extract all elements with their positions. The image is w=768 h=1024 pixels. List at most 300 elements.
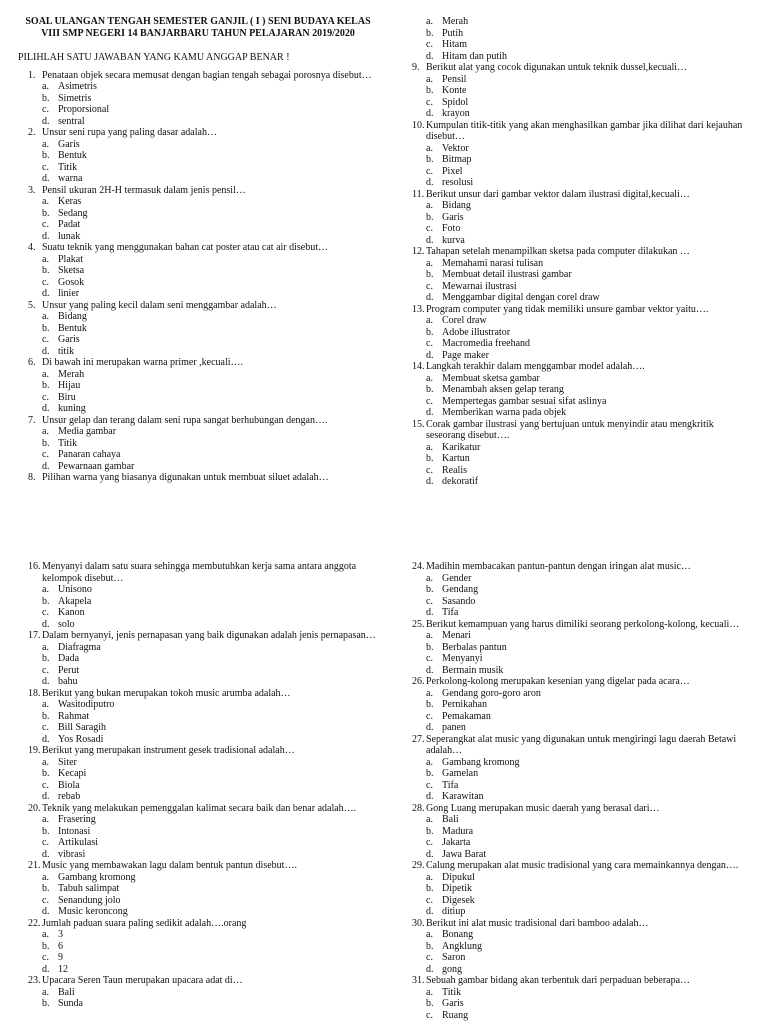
- answer-options: [402, 258, 752, 304]
- question-text: [402, 975, 752, 987]
- option-letter: a.: [42, 81, 49, 92]
- option-letter: c.: [42, 607, 49, 618]
- answer-options: [402, 929, 752, 975]
- answer-option: [18, 814, 378, 826]
- option-text: Padat: [58, 219, 81, 230]
- option-letter: a.: [426, 16, 433, 27]
- option-letter: d.: [426, 349, 434, 361]
- option-letter: d.: [426, 234, 434, 246]
- answer-option: [402, 607, 752, 619]
- answer-option: [18, 872, 378, 884]
- option-letter: a.: [42, 196, 49, 207]
- option-text: Biru: [58, 391, 76, 403]
- question-text: [18, 860, 378, 872]
- option-text: Bitmap: [442, 154, 472, 165]
- question-text: [18, 630, 378, 642]
- option-letter: b.: [426, 384, 434, 395]
- answer-options: [18, 139, 378, 185]
- option-text: ditiup: [442, 906, 466, 917]
- option-text: Tabuh salimpat: [58, 883, 120, 894]
- answer-options: [402, 373, 752, 419]
- option-letter: c.: [426, 837, 433, 848]
- option-letter: a.: [426, 572, 433, 584]
- question-text: [18, 185, 378, 197]
- option-letter: b.: [42, 380, 50, 391]
- option-letter: b.: [42, 883, 50, 894]
- option-letter: c.: [42, 104, 49, 115]
- question-item: [402, 62, 752, 120]
- question-item: [402, 189, 752, 247]
- answer-option: [402, 85, 752, 97]
- question-text: [402, 62, 752, 74]
- option-letter: c.: [426, 595, 433, 607]
- option-text: Simetris: [58, 92, 92, 104]
- option-text: Perut: [58, 664, 80, 676]
- option-text: Tifa: [442, 607, 459, 618]
- option-letter: c.: [42, 837, 49, 848]
- answer-options: [402, 814, 752, 860]
- option-letter: b.: [426, 584, 434, 595]
- option-text: Gambang kromong: [442, 756, 520, 768]
- question-prompt: Tahapan setelah menampilkan sketsa pada computer dilakukan …: [426, 246, 690, 257]
- answer-option: [18, 231, 378, 243]
- option-text: Gambang kromong: [58, 871, 136, 883]
- answer-option: [402, 39, 752, 51]
- question-text: [402, 803, 752, 815]
- option-text: Berbalas pantun: [442, 641, 507, 653]
- question-item: [18, 300, 378, 358]
- question-item: [18, 357, 378, 415]
- question-item: [402, 803, 752, 861]
- option-letter: b.: [42, 322, 50, 334]
- option-letter: d.: [42, 906, 50, 917]
- option-letter: a.: [42, 986, 49, 998]
- option-letter: b.: [426, 883, 434, 894]
- answer-options: [402, 143, 752, 189]
- option-text: 6: [58, 940, 63, 952]
- option-text: vibrasi: [58, 848, 86, 860]
- option-letter: b.: [426, 453, 434, 464]
- answer-option: [402, 212, 752, 224]
- answer-option: [18, 438, 378, 450]
- answer-options: [18, 872, 378, 918]
- question-list: [402, 561, 752, 1021]
- option-text: Titik: [58, 161, 78, 173]
- option-text: Realis: [442, 464, 467, 476]
- option-letter: a.: [42, 584, 49, 595]
- answer-option: [18, 116, 378, 128]
- option-letter: a.: [426, 986, 433, 998]
- answer-option: [18, 952, 378, 964]
- option-letter: b.: [426, 154, 434, 165]
- option-text: Hitam: [442, 39, 467, 50]
- question-item: [18, 561, 378, 630]
- question-prompt: Upacara Seren Taun merupakan upacara adat di…: [42, 975, 243, 986]
- answer-option: [402, 166, 752, 178]
- option-text: Artikulasi: [58, 837, 98, 848]
- option-letter: c.: [426, 223, 433, 234]
- answer-option: [18, 219, 378, 231]
- question-item: [18, 918, 378, 976]
- option-letter: a.: [426, 257, 433, 269]
- question-prompt: Corak gambar ilustrasi yang bertujuan untuk menyindir atau mengkritik seseorang disebut….: [426, 418, 714, 441]
- option-letter: d.: [42, 288, 50, 299]
- question-text: [402, 361, 752, 373]
- option-letter: c.: [426, 165, 433, 177]
- option-letter: c.: [42, 664, 49, 676]
- question-text: [18, 300, 378, 312]
- option-text: Asimetris: [58, 81, 97, 92]
- question-item: [402, 860, 752, 918]
- question-prompt: Berikut kemampuan yang harus dimiliki seorang perkolong-kolong, kecuali…: [426, 618, 740, 630]
- option-text: Unisono: [58, 584, 92, 595]
- question-prompt: Kumpulan titik-titik yang akan menghasilkan gambar jika dilihat dari kejauhan disebut…: [426, 119, 743, 142]
- answer-option: [402, 1010, 752, 1022]
- question-prompt: Berikut yang merupakan instrument gesek tradisional adalah…: [42, 745, 295, 756]
- option-letter: a.: [42, 138, 49, 150]
- option-text: Bidang: [442, 200, 471, 211]
- option-letter: b.: [42, 710, 50, 722]
- option-letter: a.: [426, 441, 433, 453]
- option-text: Bidang: [58, 311, 87, 322]
- option-text: Pemakaman: [442, 710, 491, 722]
- exam-title-line-2: VIII SMP NEGERI 14 BANJARBARU TAHUN PELAJARAN 2019/2020: [41, 28, 355, 39]
- question-text: [18, 242, 378, 254]
- option-letter: b.: [42, 653, 50, 664]
- answer-option: [18, 449, 378, 461]
- option-text: Konte: [442, 85, 467, 96]
- option-letter: b.: [42, 940, 50, 952]
- answer-option: [402, 883, 752, 895]
- answer-option: [402, 108, 752, 120]
- answer-option: [402, 849, 752, 861]
- question-prompt: Di bawah ini merupakan warna primer ,kecuali….: [42, 357, 244, 368]
- answer-option: [402, 327, 752, 339]
- answer-options: [18, 369, 378, 415]
- option-text: Tifa: [442, 779, 459, 791]
- option-letter: b.: [426, 85, 434, 96]
- question-text: [402, 419, 752, 442]
- answer-options: [402, 16, 752, 62]
- answer-option: [402, 699, 752, 711]
- question-text: [18, 803, 378, 815]
- answer-option: [18, 757, 378, 769]
- option-text: Frasering: [58, 814, 96, 825]
- option-text: krayon: [442, 108, 470, 119]
- option-text: warna: [58, 173, 83, 184]
- answer-option: [18, 895, 378, 907]
- answer-option: [18, 849, 378, 861]
- question-prompt: Dalam bernyanyi, jenis pernapasan yang baik digunakan adalah jenis pernapasan…: [42, 630, 376, 641]
- option-letter: d.: [426, 292, 434, 303]
- option-text: sentral: [58, 115, 85, 127]
- answer-options: [402, 200, 752, 246]
- question-prompt: Seperangkat alat music yang digunakan untuk mengiringi lagu daerah Betawi adalah…: [426, 733, 737, 756]
- question-prompt: Berikut alat yang cocok digunakan untuk teknik dussel,kecuali…: [426, 62, 688, 73]
- question-item: [18, 630, 378, 688]
- answer-option: [402, 258, 752, 270]
- answer-option: [18, 196, 378, 208]
- answer-option: [18, 173, 378, 185]
- answer-option: [402, 28, 752, 40]
- option-letter: b.: [42, 768, 50, 779]
- option-text: kuning: [58, 403, 86, 414]
- answer-option: [18, 81, 378, 93]
- question-prompt: Berikut ini alat music tradisional dari bamboo adalah…: [426, 917, 649, 929]
- option-letter: d.: [426, 177, 434, 188]
- option-text: Pixel: [442, 165, 463, 177]
- option-text: Gosok: [58, 276, 85, 288]
- answer-options: [18, 196, 378, 242]
- answer-option: [18, 998, 378, 1010]
- option-text: linier: [58, 288, 80, 299]
- option-letter: c.: [42, 276, 49, 288]
- answer-option: [402, 906, 752, 918]
- question-item: [402, 16, 752, 62]
- option-text: Macromedia freehand: [442, 338, 531, 349]
- answer-option: [18, 780, 378, 792]
- question-item: [18, 803, 378, 861]
- option-text: Karikatur: [442, 441, 481, 453]
- option-text: panen: [442, 722, 466, 733]
- option-text: Dada: [58, 653, 80, 664]
- option-text: Vektor: [442, 142, 469, 154]
- answer-option: [402, 630, 752, 642]
- option-letter: d.: [426, 791, 434, 802]
- option-text: Proporsional: [58, 104, 110, 115]
- option-letter: d.: [426, 906, 434, 917]
- answer-option: [402, 177, 752, 189]
- answer-option: [402, 814, 752, 826]
- option-letter: d.: [426, 50, 434, 62]
- option-text: Digesek: [442, 894, 475, 906]
- answer-option: [18, 596, 378, 608]
- answer-option: [402, 396, 752, 408]
- question-number: 16.: [28, 561, 41, 572]
- option-letter: b.: [426, 825, 434, 837]
- answer-options: [402, 688, 752, 734]
- question-number: 31.: [412, 975, 425, 986]
- option-text: Bentuk: [58, 322, 87, 334]
- option-letter: a.: [42, 929, 49, 940]
- answer-option: [402, 987, 752, 999]
- option-letter: b.: [426, 326, 434, 338]
- answer-option: [402, 97, 752, 109]
- answer-option: [402, 929, 752, 941]
- option-letter: b.: [42, 92, 50, 104]
- option-text: Music keroncong: [58, 906, 128, 917]
- answer-option: [402, 51, 752, 63]
- option-text: Media gambar: [58, 426, 117, 437]
- answer-option: [402, 791, 752, 803]
- option-letter: b.: [42, 150, 50, 161]
- answer-option: [18, 941, 378, 953]
- answer-option: [402, 872, 752, 884]
- question-text: [18, 472, 378, 484]
- question-prompt: Teknik yang melakukan pemenggalan kalimat secara baik dan benar adalah….: [42, 802, 357, 814]
- option-text: Siter: [58, 756, 77, 768]
- option-text: Mempertegas gambar sesuai sifat aslinya: [442, 395, 607, 407]
- option-letter: d.: [42, 848, 50, 860]
- option-text: Angklung: [442, 940, 482, 952]
- option-text: Panaran cahaya: [58, 449, 121, 460]
- option-letter: c.: [426, 338, 433, 349]
- option-text: Gender: [442, 572, 472, 584]
- question-item: [402, 246, 752, 304]
- option-text: Titik: [442, 986, 462, 998]
- answer-option: [18, 403, 378, 415]
- option-letter: d.: [426, 848, 434, 860]
- option-letter: a.: [426, 142, 433, 154]
- column-1: [18, 16, 378, 484]
- question-item: [18, 127, 378, 185]
- option-text: Garis: [442, 998, 464, 1009]
- question-number: 7.: [28, 414, 36, 426]
- option-letter: c.: [42, 952, 49, 963]
- answer-option: [402, 384, 752, 396]
- option-letter: c.: [42, 334, 49, 345]
- answer-options: [18, 757, 378, 803]
- question-number: 27.: [412, 733, 425, 745]
- option-letter: d.: [42, 345, 50, 357]
- option-letter: d.: [42, 230, 50, 242]
- question-item: [402, 561, 752, 619]
- question-prompt: Unsur yang paling kecil dalam seni menggambar adalah…: [42, 299, 277, 311]
- answer-option: [402, 442, 752, 454]
- option-letter: d.: [426, 607, 434, 618]
- answer-option: [402, 350, 752, 362]
- question-number: 3.: [28, 184, 36, 196]
- answer-options: [18, 929, 378, 975]
- option-letter: a.: [42, 426, 49, 437]
- option-letter: c.: [426, 653, 433, 664]
- option-letter: d.: [426, 722, 434, 733]
- answer-option: [402, 143, 752, 155]
- answer-options: [402, 630, 752, 676]
- option-text: Biola: [58, 779, 80, 791]
- question-number: 9.: [412, 62, 420, 73]
- option-letter: d.: [42, 115, 50, 127]
- option-letter: c.: [426, 779, 433, 791]
- question-number: 19.: [28, 745, 41, 756]
- answer-options: [18, 987, 378, 1010]
- answer-option: [402, 665, 752, 677]
- option-text: Gamelan: [442, 768, 479, 779]
- option-letter: c.: [426, 96, 433, 108]
- question-number: 20.: [28, 802, 41, 814]
- answer-option: [402, 964, 752, 976]
- question-prompt: Pensil ukuran 2H-H termasuk dalam jenis pensil…: [42, 184, 246, 196]
- answer-option: [402, 573, 752, 585]
- answer-option: [402, 154, 752, 166]
- question-number: 22.: [28, 917, 41, 929]
- question-text: [402, 734, 752, 757]
- option-letter: d.: [426, 476, 434, 487]
- option-text: bahu: [58, 676, 78, 687]
- option-text: Merah: [442, 16, 469, 27]
- answer-options: [18, 426, 378, 472]
- option-letter: b.: [42, 265, 50, 276]
- answer-options: [18, 814, 378, 860]
- answer-option: [402, 269, 752, 281]
- question-text: [402, 189, 752, 201]
- option-text: Keras: [58, 196, 82, 207]
- option-text: Diafragma: [58, 641, 101, 653]
- question-number: 30.: [412, 917, 425, 929]
- option-text: Corel draw: [442, 315, 487, 326]
- question-number: 12.: [412, 246, 425, 257]
- option-text: Memberikan warna pada objek: [442, 407, 567, 418]
- option-letter: a.: [426, 871, 433, 883]
- option-text: Hitam dan putih: [442, 50, 507, 62]
- option-text: Rahmat: [58, 710, 90, 722]
- answer-option: [18, 93, 378, 105]
- option-text: Bali: [58, 986, 75, 998]
- option-text: Pewarnaan gambar: [58, 460, 135, 472]
- option-text: Foto: [442, 223, 461, 234]
- option-text: kurva: [442, 234, 465, 246]
- question-item: [18, 688, 378, 746]
- option-letter: b.: [426, 211, 434, 223]
- answer-option: [402, 722, 752, 734]
- option-text: 9: [58, 952, 63, 963]
- option-text: Kecapi: [58, 768, 87, 779]
- question-list: [18, 561, 378, 1010]
- option-letter: b.: [426, 940, 434, 952]
- question-item: [18, 975, 378, 1010]
- option-letter: c.: [426, 710, 433, 722]
- answer-option: [18, 964, 378, 976]
- answer-options: [18, 699, 378, 745]
- answer-option: [18, 380, 378, 392]
- option-text: Bentuk: [58, 150, 87, 161]
- answer-option: [18, 277, 378, 289]
- question-item: [402, 419, 752, 488]
- answer-option: [402, 373, 752, 385]
- option-letter: a.: [426, 315, 433, 326]
- answer-option: [18, 929, 378, 941]
- question-item: [18, 745, 378, 803]
- option-letter: a.: [426, 687, 433, 699]
- question-text: [18, 357, 378, 369]
- question-prompt: Sebuah gambar bidang akan terbentuk dari perpaduan beberapa…: [426, 975, 691, 986]
- question-number: 28.: [412, 802, 425, 814]
- option-letter: a.: [426, 630, 433, 641]
- option-text: Pernikahan: [442, 699, 487, 710]
- option-letter: a.: [42, 814, 49, 825]
- option-letter: b.: [42, 595, 50, 607]
- option-text: Bermain musik: [442, 664, 504, 676]
- answer-option: [402, 584, 752, 596]
- question-number: 17.: [28, 630, 41, 641]
- question-number: 6.: [28, 357, 36, 368]
- option-text: titik: [58, 345, 75, 357]
- option-letter: d.: [426, 963, 434, 975]
- answer-option: [402, 688, 752, 700]
- question-prompt: Langkah terakhir dalam menggambar model adalah….: [426, 361, 645, 372]
- option-letter: c.: [42, 779, 49, 791]
- question-item: [18, 70, 378, 128]
- exam-title-line-1: SOAL ULANGAN TENGAH SEMESTER GANJIL ( I ) SENI BUDAYA KELAS: [25, 16, 371, 27]
- option-letter: d.: [42, 460, 50, 472]
- option-letter: d.: [42, 733, 50, 745]
- answer-option: [18, 653, 378, 665]
- answer-option: [18, 584, 378, 596]
- option-letter: d.: [42, 676, 50, 687]
- option-text: Akapela: [58, 595, 92, 607]
- option-letter: d.: [42, 791, 50, 802]
- question-item: [18, 242, 378, 300]
